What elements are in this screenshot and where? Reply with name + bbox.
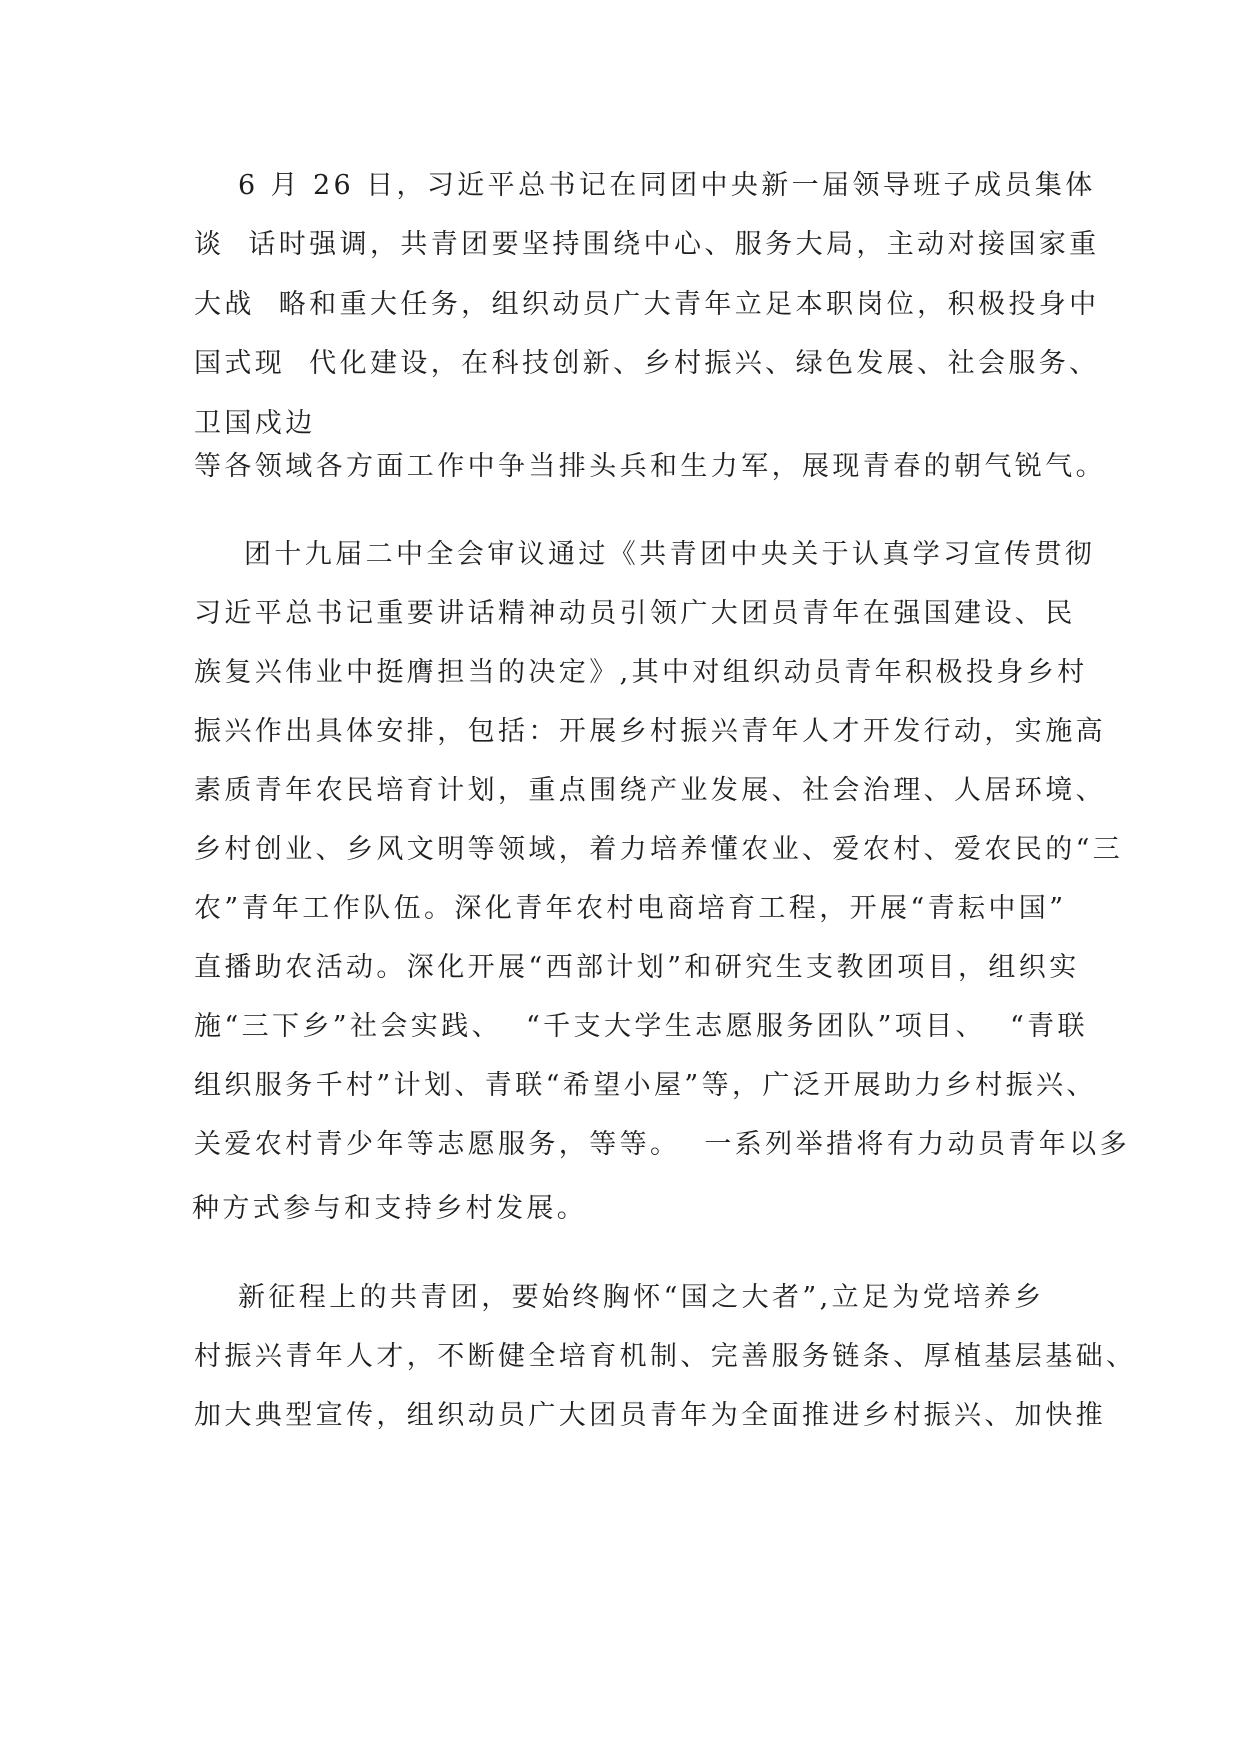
text-line: 6 月 26 日，习近平总书记在同团中央新一届领导班子成员集体	[238, 170, 1096, 201]
text-line: 素质青年农民培育计划，重点围绕产业发展、社会治理、人居环境、	[194, 775, 1106, 806]
text-line: 习近平总书记重要讲话精神动员引领广大团员青年在强国建设、民	[194, 598, 1076, 629]
text-line: 关爱农村青少年等志愿服务，等等。 一系列举措将有力动员青年以多	[194, 1129, 1130, 1160]
text-line: 大战 略和重大任务，组织动员广大青年立足本职岗位，积极投身中	[194, 289, 1100, 320]
text-line: 团十九届二中全会审议通过《共青团中央关于认真学习宣传贯彻	[244, 539, 1096, 570]
text-line: 直播助农活动。深化开展“西部计划”和研究生支教团项目，组织实	[194, 952, 1080, 983]
text-line: 谈 话时强调，共青团要坚持围绕中心、服务大局，主动对接国家重	[194, 229, 1100, 260]
text-line: 农”青年工作队伍。深化青年农村电商培育工程，开展“青耘中国”	[194, 893, 1067, 924]
text-line: 国式现 代化建设，在科技创新、乡村振兴、绿色发展、社会服务、	[194, 348, 1100, 379]
text-line: 村振兴青年人才，不断健全培育机制、完善服务链条、厚植基层基础、	[194, 1341, 1137, 1372]
text-line: 加大典型宣传，组织动员广大团员青年为全面推进乡村振兴、加快推	[194, 1400, 1106, 1431]
text-line: 等各领域各方面工作中争当排头兵和生力军，展现青春的朝气锐气。	[194, 451, 1106, 482]
text-line: 卫国戍边	[194, 408, 316, 439]
text-line: 施“三下乡”社会实践、 “千支大学生志愿服务团队”项目、 “青联	[194, 1011, 1088, 1042]
text-line: 振兴作出具体安排，包括：开展乡村振兴青年人才开发行动，实施高	[194, 716, 1106, 747]
text-line: 新征程上的共青团，要始终胸怀“国之大者”,立足为党培养乡	[238, 1282, 1045, 1313]
text-line: 种方式参与和支持乡村发展。	[192, 1193, 588, 1224]
text-line: 族复兴伟业中挺膺担当的决定》,其中对组织动员青年积极投身乡村	[194, 657, 1088, 688]
text-line: 组织服务千村”计划、青联“希望小屋”等，广泛开展助力乡村振兴、	[194, 1070, 1097, 1101]
text-line: 乡村创业、乡风文明等领域，着力培养懂农业、爱农村、爱农民的“三	[194, 834, 1124, 865]
